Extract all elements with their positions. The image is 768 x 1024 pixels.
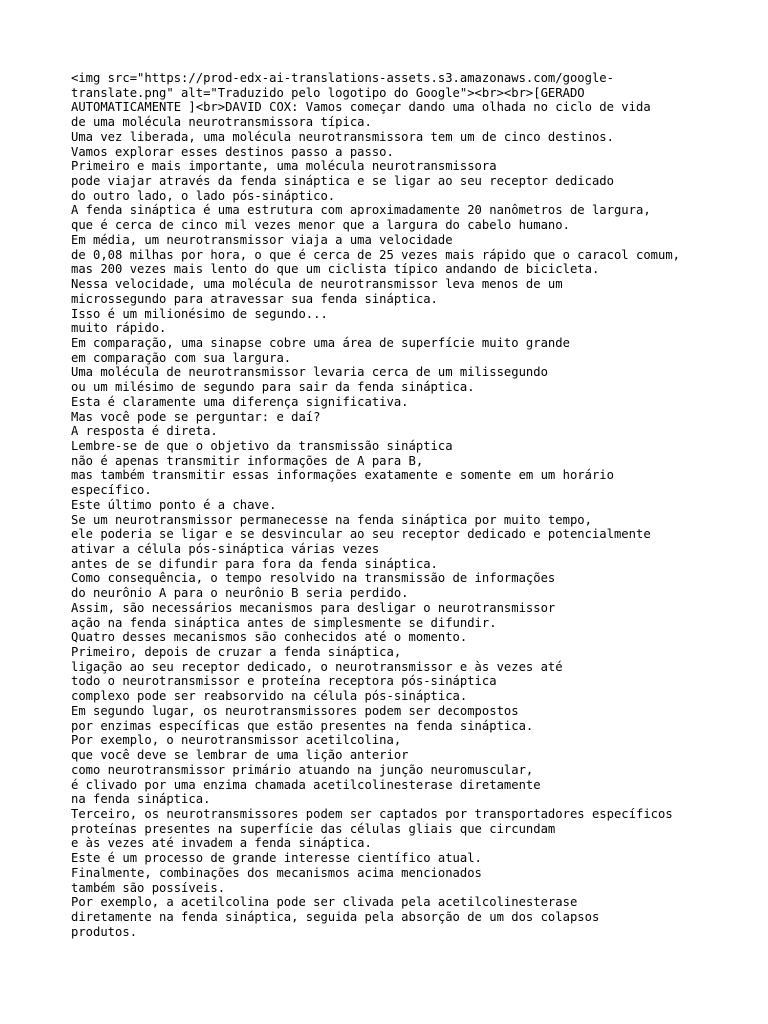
text-line: proteínas presentes na superfície das células gliais que circundam [71, 821, 556, 836]
text-line: Se um neurotransmissor permanecesse na fenda sináptica por muito tempo, [71, 512, 592, 527]
text-line: mas também transmitir essas informações exatamente e somente em um horário [71, 468, 614, 483]
text-line: em comparação com sua largura. [71, 350, 292, 365]
text-line: não é apenas transmitir informações de A para B, [71, 453, 424, 468]
text-line: ou um milésimo de segundo para sair da fenda sináptica. [71, 380, 475, 395]
text-line: do outro lado, o lado pós-sináptico. [71, 188, 336, 203]
text-line: ele poderia se ligar e se desvincular ao seu receptor dedicado e potencialmente [71, 527, 651, 542]
text-line: AUTOMATICAMENTE ]<br>DAVID COX: Vamos começar dando uma olhada no ciclo de vida [71, 100, 651, 115]
text-line: Terceiro, os neurotransmissores podem ser captados por transportadores específicos [71, 806, 673, 821]
text-line: também são possíveis. [71, 880, 226, 895]
text-line: Em segundo lugar, os neurotransmissores podem ser decompostos [71, 703, 519, 718]
text-line: na fenda sináptica. [71, 792, 211, 807]
text-line: Finalmente, combinações dos mecanismos acima mencionados [71, 865, 482, 880]
text-line: específico. [71, 483, 152, 498]
text-line: produtos. [71, 924, 138, 939]
text-line: <img src="https://prod-edx-ai-translations-assets.s3.amazonaws.com/google- [71, 71, 614, 85]
text-line: ativar a célula pós-sináptica várias vezes [71, 542, 380, 556]
text-line: Primeiro, depois de cruzar a fenda sináptica, [71, 645, 402, 660]
text-line: Este é um processo de grande interesse científico atual. [71, 851, 482, 866]
text-line: microssegundo para atravessar sua fenda sináptica. [71, 291, 438, 306]
text-line: Uma molécula de neurotransmissor levaria cerca de um milissegundo [71, 365, 548, 380]
text-line: antes de se difundir para fora da fenda sináptica. [71, 556, 438, 571]
text-line: é clivado por uma enzima chamada acetilcolinesterase diretamente [71, 777, 541, 792]
text-line: Isso é um milionésimo de segundo... [71, 306, 328, 321]
text-line: Quatro desses mecanismos são conhecidos até o momento. [71, 630, 468, 645]
document-body [71, 71, 711, 939]
text-line: como neurotransmissor primário atuando na junção neuromuscular, [71, 762, 534, 777]
text-line: Esta é claramente uma diferença significativa. [71, 394, 409, 409]
text-line: Em média, um neurotransmissor viaja a uma velocidade [71, 232, 453, 247]
text-line: Nessa velocidade, uma molécula de neurotransmissor leva menos de um [71, 277, 563, 292]
text-line: mas 200 vezes mais lento do que um ciclista típico andando de bicicleta. [71, 262, 600, 277]
text-line: Em comparação, uma sinapse cobre uma área de superfície muito grande [71, 335, 570, 350]
text-line: pode viajar através da fenda sináptica e se ligar ao seu receptor dedicado [71, 174, 614, 189]
text-line: ação na fenda sináptica antes de simplesmente se difundir. [71, 615, 497, 630]
text-line: e às vezes até invadem a fenda sináptica. [71, 836, 372, 851]
text-line: Assim, são necessários mecanismos para desligar o neurotransmissor [71, 600, 556, 615]
text-line: de uma molécula neurotransmissora típica. [71, 115, 372, 130]
text-line: A fenda sináptica é uma estrutura com aproximadamente 20 nanômetros de largura, [71, 203, 651, 218]
text-line: de 0,08 milhas por hora, o que é cerca de 25 vezes mais rápido que o caracol comum, [71, 247, 681, 262]
text-line: Uma vez liberada, uma molécula neurotransmissora tem um de cinco destinos. [71, 129, 614, 144]
text-line: todo o neurotransmissor e proteína receptora pós-sináptica [71, 674, 497, 689]
text-line: Como consequência, o tempo resolvido na transmissão de informações [71, 571, 556, 586]
text-line: que é cerca de cinco mil vezes menor que a largura do cabelo humano. [71, 218, 570, 233]
text-line: muito rápido. [71, 321, 167, 336]
text-line: A resposta é direta. [71, 424, 218, 439]
text-line: Lembre-se de que o objetivo da transmissão sináptica [71, 438, 453, 453]
text-line: Este último ponto é a chave. [71, 497, 277, 512]
text-line: Por exemplo, o neurotransmissor acetilcolina, [71, 733, 402, 748]
text-line: translate.png" alt="Traduzido pelo logotipo do Google"><br><br>[GERADO [71, 85, 585, 100]
text-line: que você deve se lembrar de uma lição anterior [71, 748, 409, 763]
text-line: diretamente na fenda sináptica, seguida pela absorção de um dos colapsos [71, 909, 600, 924]
text-line: do neurônio A para o neurônio B seria perdido. [71, 586, 409, 601]
text-line: Mas você pode se perguntar: e daí? [71, 409, 321, 424]
text-line: complexo pode ser reabsorvido na célula pós-sináptica. [71, 689, 468, 704]
text-line: Primeiro e mais importante, uma molécula neurotransmissora [71, 159, 497, 174]
text-line: ligação ao seu receptor dedicado, o neurotransmissor e às vezes até [71, 659, 563, 674]
text-line: Vamos explorar esses destinos passo a passo. [71, 144, 394, 159]
text-line: Por exemplo, a acetilcolina pode ser clivada pela acetilcolinesterase [71, 895, 578, 910]
text-line: por enzimas específicas que estão presentes na fenda sináptica. [71, 718, 534, 733]
